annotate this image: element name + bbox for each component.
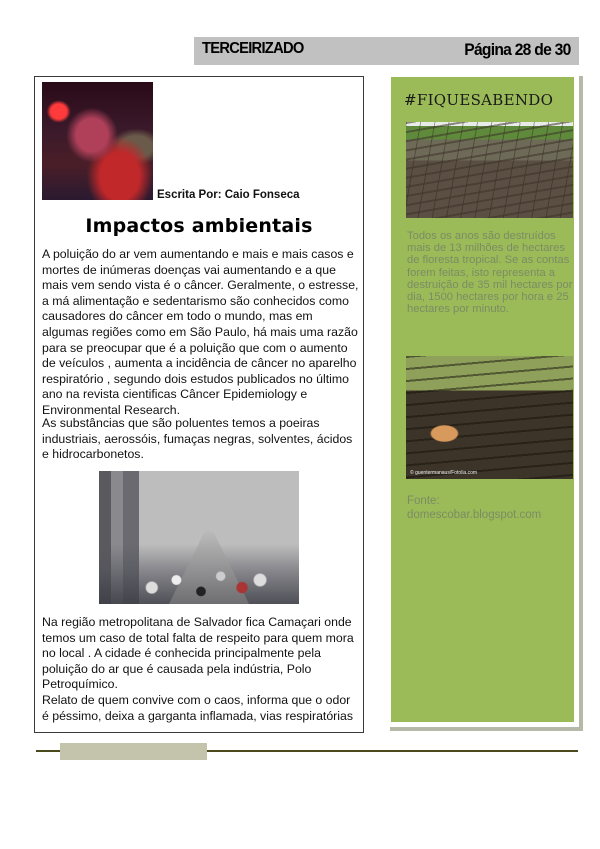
article-paragraph: A poluição do ar vem aumentando e mais e mais casos e mortes de inúmeras doenças vai aumentando e a que mais vem sendo vista é o câncer. Geralmente, o estresse, a má alimentação e sedentarismo são conhecidos como causadores do câncer em todo o mundo, mas em algumas regiões como em São Paulo, há mais uma razão para se preocupar que é a poluição que com o aumento de veículos , aumenta a incidência de câncer no aparelho respiratório , segundo dois estudos publicados no último ano na revista cientificas Câncer Epidemiology e Environmental Research. bbox=[42, 247, 359, 417]
sidebar-box bbox=[386, 72, 579, 727]
photo-credit: © guentermanaus/Fotolia.com bbox=[410, 470, 478, 476]
smog-traffic-photo bbox=[99, 471, 299, 604]
sidebar-text: Todos os anos são destruídos mais de 13 milhões de hectares de floresta tropical. Se as contas forem feitas, isto representa a destruição de 35 mil hectares por dia, 1500 hectares por hora e 25 hectares por minuto. bbox=[407, 230, 573, 316]
article-paragraph: Na região metropolitana de Salvador fica Camaçari onde temos um caso de total falta de respeito para quem mora no local . A cidade é conhecida principalmente pela poluição do ar que é causada pela indústria, Polo Petroquímico. bbox=[42, 615, 354, 692]
sidebar-title: #FIQUESABENDO bbox=[404, 91, 554, 109]
page-header bbox=[194, 37, 579, 65]
page-number: Página 28 de 30 bbox=[464, 40, 571, 59]
article-box bbox=[34, 76, 364, 733]
sidebar-panel bbox=[391, 77, 574, 722]
article-title: Impactos ambientais bbox=[85, 215, 313, 237]
burned-forest-photo bbox=[406, 356, 573, 479]
deforestation-photo bbox=[406, 122, 573, 218]
cars-shape bbox=[119, 561, 283, 598]
source-label: Fonte: domescobar.blogspot.com bbox=[407, 495, 542, 521]
article-paragraph: Relato de quem convive com o caos, informa que o odor é péssimo, deixa a garganta inflamada, vias respiratórias bbox=[42, 693, 354, 723]
section-title: TERCEIRIZADO bbox=[202, 40, 304, 57]
author-byline: Escrita Por: Caio Fonseca bbox=[157, 189, 300, 201]
footer-block bbox=[60, 743, 207, 760]
article-paragraph: As substâncias que são poluentes temos a poeiras industriais, aerossóis, fumaças negras, solventes, ácidos e hidrocarbonetos. bbox=[42, 416, 353, 462]
author-photo bbox=[42, 82, 153, 200]
